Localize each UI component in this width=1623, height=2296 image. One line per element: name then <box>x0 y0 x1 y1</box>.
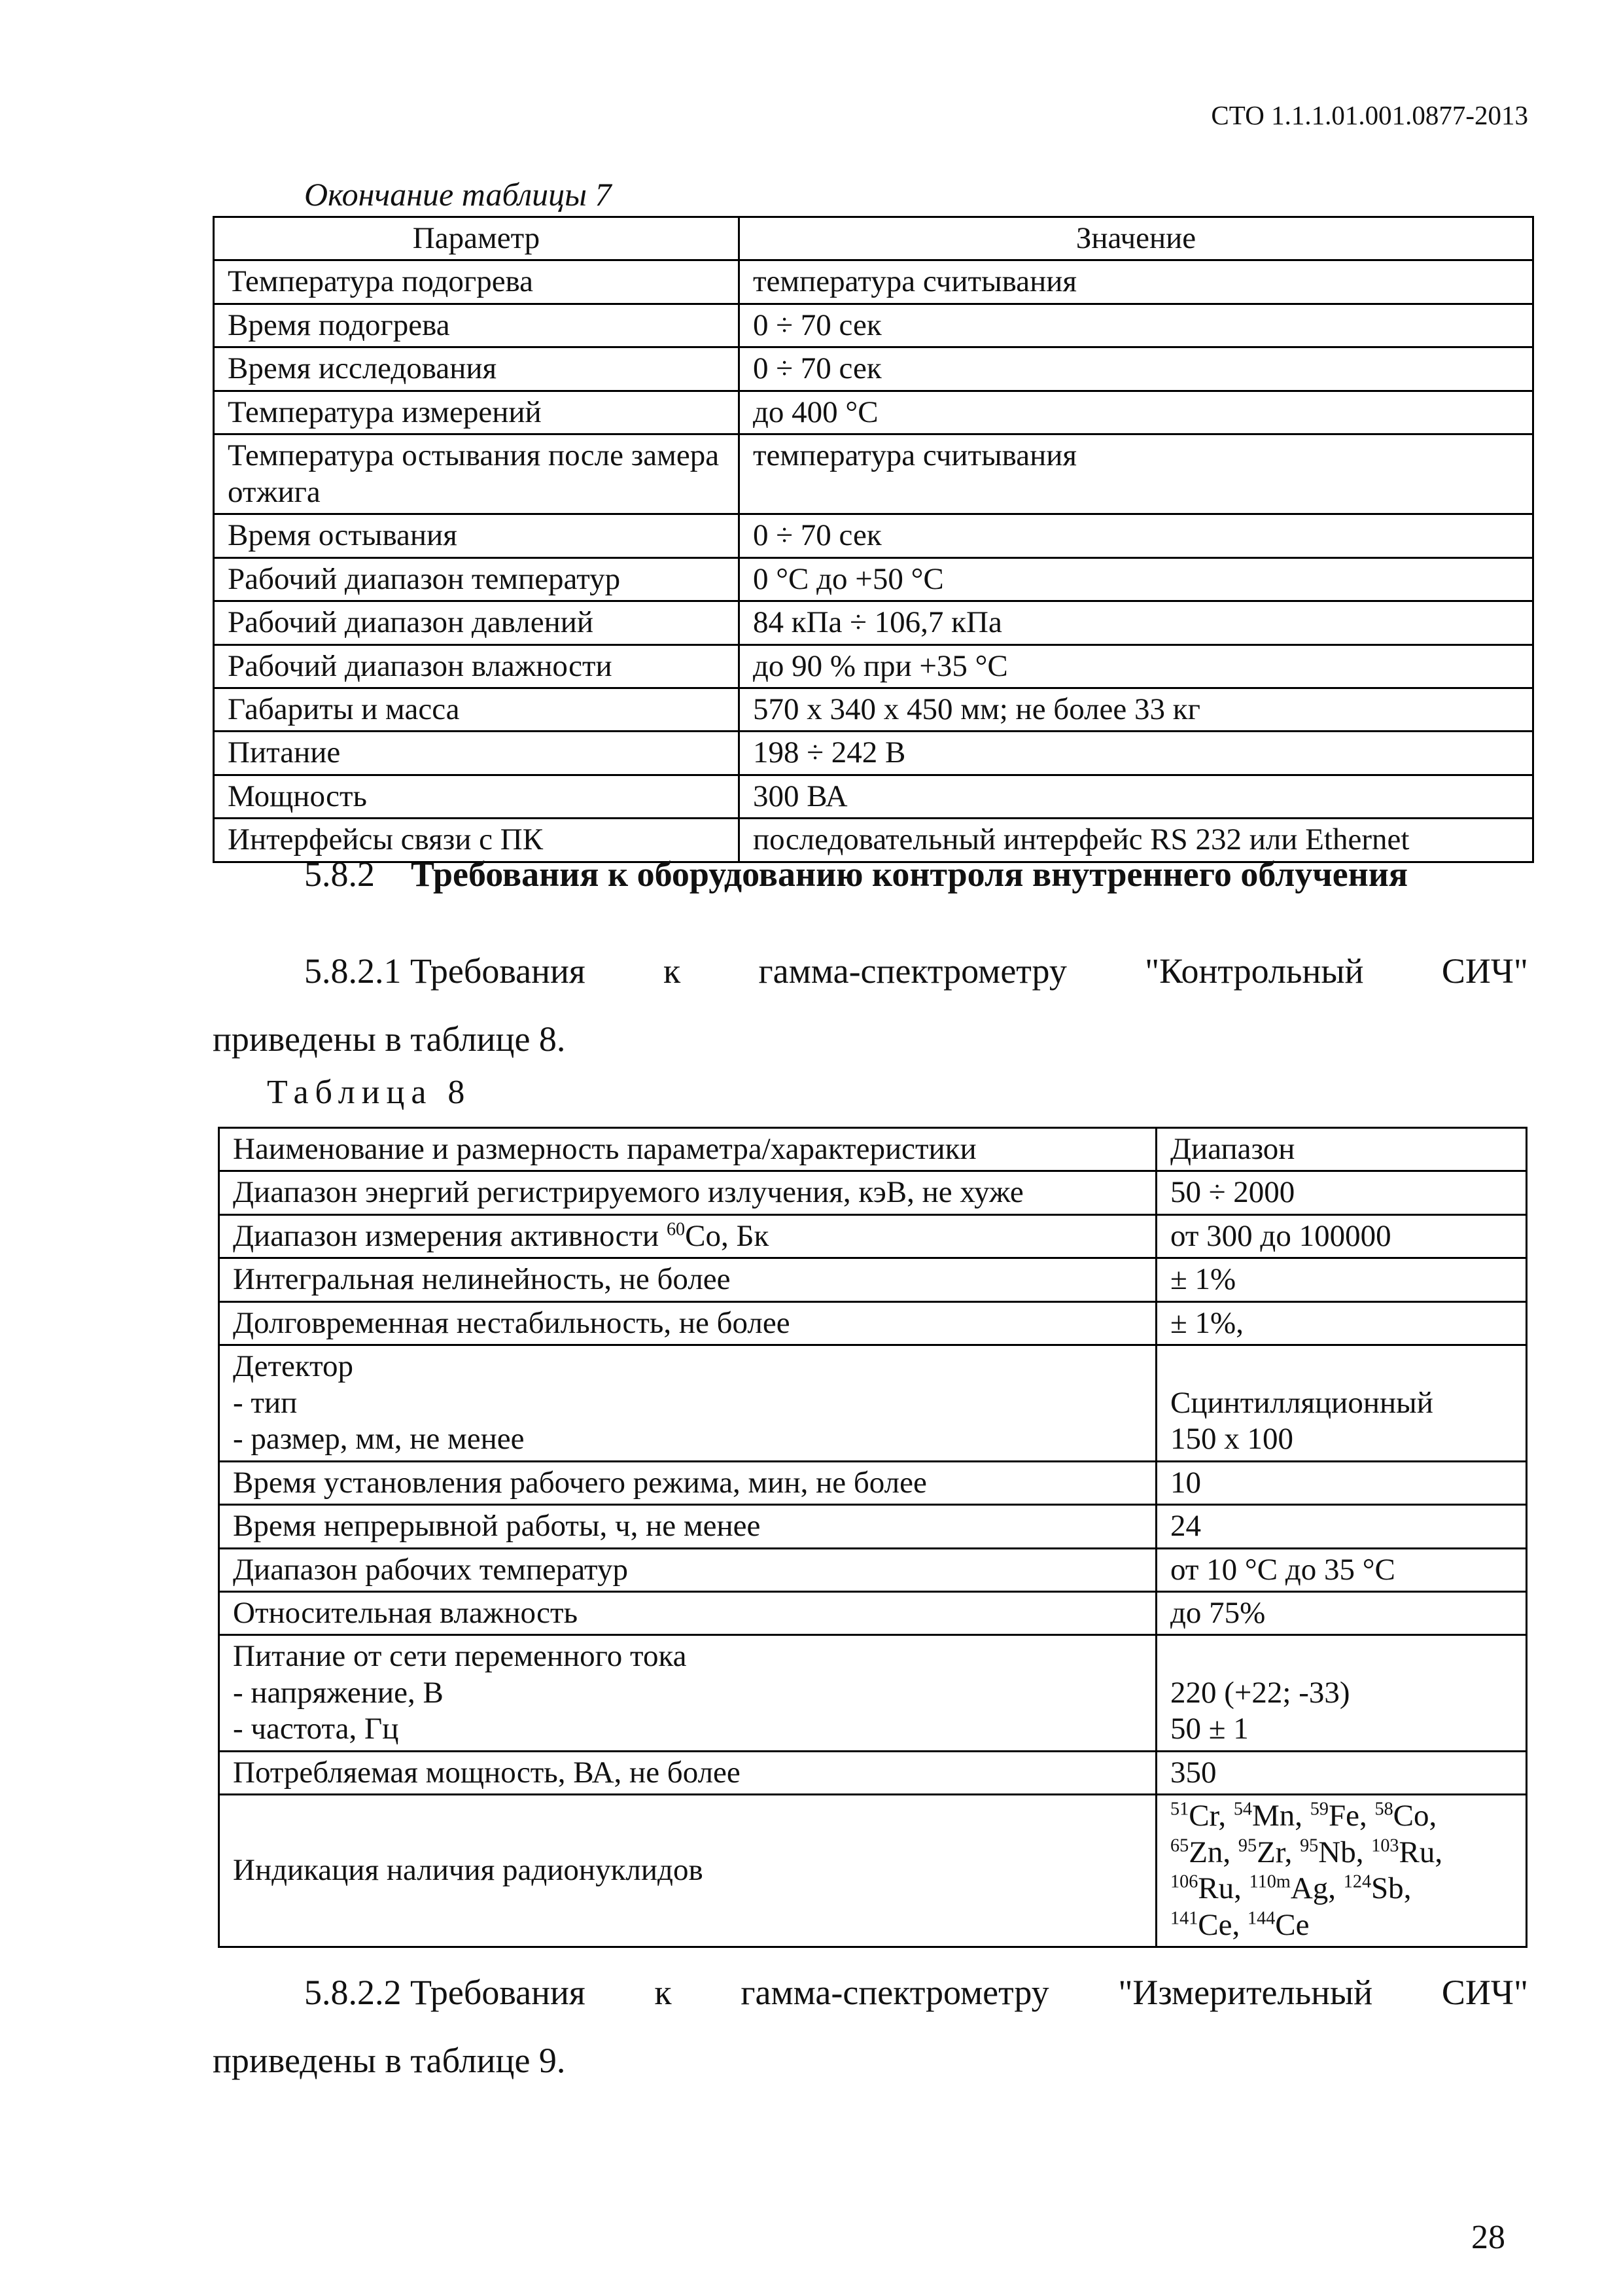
nuclide-separator: , <box>1234 1871 1249 1906</box>
param-cell <box>219 1345 1157 1461</box>
table-row <box>214 347 1533 391</box>
column-header: Диапазон <box>1157 1128 1527 1171</box>
param-cell: Рабочий диапазон влажности <box>214 645 739 688</box>
table-8 <box>218 1127 1527 1948</box>
element-symbol: Ce <box>1275 1907 1310 1942</box>
isotope-mass-number: 106 <box>1170 1871 1198 1892</box>
value-cell: 84 кПа ÷ 106,7 кПа <box>739 601 1533 645</box>
param-cell: Индикация наличия радионуклидов <box>219 1795 1157 1947</box>
column-header: Наименование и размерность параметра/характеристики <box>219 1128 1157 1171</box>
param-cell: Рабочий диапазон давлений <box>214 601 739 645</box>
nuclide-line <box>1170 1871 1512 1907</box>
param-cell: Температура подогрева <box>214 260 739 304</box>
paragraph-first-line <box>213 1958 1528 2026</box>
table-row <box>214 304 1533 347</box>
section-heading <box>304 854 1528 894</box>
isotope-mass-number: 51 <box>1170 1799 1189 1820</box>
isotope-mass-number: 95 <box>1300 1835 1319 1856</box>
param-line: - напряжение, В <box>233 1675 444 1710</box>
nuclide-line <box>1170 1835 1512 1871</box>
table-header-row <box>219 1128 1527 1171</box>
table-row <box>219 1591 1527 1634</box>
element-symbol: Fe <box>1328 1799 1359 1833</box>
value-cell: 300 ВА <box>739 775 1533 818</box>
table-row <box>219 1548 1527 1591</box>
value-cell: 0 ÷ 70 сек <box>739 514 1533 557</box>
value-line: Сцинтилляционный <box>1170 1385 1433 1420</box>
element-symbol: Co <box>1393 1799 1429 1833</box>
table-row <box>219 1751 1527 1794</box>
param-cell: Температура измерений <box>214 391 739 434</box>
table-header-row <box>214 217 1533 260</box>
isotope-mass-number: 110m <box>1249 1871 1291 1892</box>
param-cell: Долговременная нестабильность, не более <box>219 1301 1157 1345</box>
nuclide-separator: , <box>1284 1835 1300 1869</box>
param-cell <box>219 1635 1157 1751</box>
element-symbol: Ru <box>1399 1835 1435 1869</box>
value-line: 150 х 100 <box>1170 1422 1293 1457</box>
table-8-label: Таблица 8 <box>267 1074 472 1111</box>
column-header: Значение <box>739 217 1533 260</box>
paragraph-word: 5.8.2.2 Требования <box>304 1973 585 2012</box>
element-symbol: Sb <box>1371 1871 1404 1906</box>
nuclide-separator: , <box>1435 1835 1443 1869</box>
table-row <box>219 1505 1527 1548</box>
paragraph-word: СИЧ" <box>1441 1973 1528 2012</box>
param-cell: Мощность <box>214 775 739 818</box>
param-line: - частота, Гц <box>233 1712 399 1746</box>
section-number: 5.8.2 <box>304 855 375 894</box>
param-cell: Рабочий диапазон температур <box>214 557 739 601</box>
table-row <box>219 1171 1527 1214</box>
paragraph-5-8-2-1 <box>213 937 1528 1073</box>
paragraph-first-line <box>213 937 1528 1005</box>
element-symbol: Zr <box>1257 1835 1285 1869</box>
value-cell: 50 ÷ 2000 <box>1157 1171 1527 1214</box>
element-symbol: Ag <box>1290 1871 1329 1906</box>
table-row <box>214 732 1533 775</box>
param-cell: Относительная влажность <box>219 1591 1157 1634</box>
value-cell: ± 1%, <box>1157 1301 1527 1345</box>
param-cell: Габариты и масса <box>214 688 739 731</box>
param-cell: Время непрерывной работы, ч, не менее <box>219 1505 1157 1548</box>
isotope-mass-number: 103 <box>1371 1835 1399 1856</box>
param-cell: Время исследования <box>214 347 739 391</box>
isotope-mass-number: 65 <box>1170 1835 1189 1856</box>
param-cell: Интерфейсы связи с ПК <box>214 819 739 862</box>
value-cell <box>1157 1635 1527 1751</box>
nuclide-separator: , <box>1218 1799 1234 1833</box>
param-text: Диапазон измерения активности <box>233 1218 667 1253</box>
table-row <box>214 557 1533 601</box>
paragraph-word: гамма-спектрометру <box>741 1973 1049 2012</box>
value-line-spacer <box>1170 1638 1512 1674</box>
param-cell: Температура остывания после замера отжига <box>214 434 739 514</box>
value-cell: последовательный интерфейс RS 232 или Ethernet <box>739 819 1533 862</box>
param-cell: Диапазон энергий регистрируемого излучения, кэВ, не хуже <box>219 1171 1157 1214</box>
paragraph-word: "Измерительный <box>1118 1973 1373 2012</box>
value-line-spacer <box>1170 1349 1512 1385</box>
table-row <box>219 1635 1527 1751</box>
value-cell <box>1157 1345 1527 1461</box>
paragraph-word: гамма-спектрометру <box>758 951 1067 991</box>
paragraph-word: 5.8.2.1 Требования <box>304 951 585 991</box>
nuclide-separator: , <box>1359 1799 1375 1833</box>
table-row <box>214 601 1533 645</box>
table-row <box>219 1345 1527 1461</box>
table-row <box>214 434 1533 514</box>
element-symbol: Mn <box>1252 1799 1295 1833</box>
value-cell: от 300 до 100000 <box>1157 1214 1527 1258</box>
table-row <box>219 1795 1527 1947</box>
table-row <box>214 775 1533 818</box>
nuclide-line <box>1170 1907 1512 1943</box>
nuclide-separator: , <box>1403 1871 1412 1906</box>
nuclide-separator: , <box>1429 1799 1437 1833</box>
value-cell: 350 <box>1157 1751 1527 1794</box>
value-cell: ± 1% <box>1157 1258 1527 1301</box>
value-cell: до 90 % при +35 °С <box>739 645 1533 688</box>
table-row <box>219 1461 1527 1504</box>
nuclide-separator: , <box>1223 1835 1238 1869</box>
param-cell: Время остывания <box>214 514 739 557</box>
element-symbol: Zn <box>1189 1835 1223 1869</box>
value-cell: 0 ÷ 70 сек <box>739 347 1533 391</box>
section-title: Требования к оборудованию контроля внутреннего облучения <box>411 855 1408 894</box>
value-cell: 10 <box>1157 1461 1527 1504</box>
table-row <box>214 645 1533 688</box>
nuclide-separator: , <box>1328 1871 1344 1906</box>
table-row <box>219 1258 1527 1301</box>
table-row <box>214 514 1533 557</box>
element-symbol: Ru <box>1198 1871 1234 1906</box>
value-cell: 570 х 340 х 450 мм; не более 33 кг <box>739 688 1533 731</box>
param-cell: Время установления рабочего режима, мин, не более <box>219 1461 1157 1504</box>
paragraph-word: к <box>654 1973 672 2012</box>
param-line: - тип <box>233 1385 298 1420</box>
table-row <box>214 260 1533 304</box>
element-symbol: Ce <box>1198 1907 1232 1942</box>
value-cell: температура считывания <box>739 260 1533 304</box>
param-line: Детектор <box>233 1349 354 1384</box>
param-cell: Питание <box>214 732 739 775</box>
value-cell: температура считывания <box>739 434 1533 514</box>
param-cell: Потребляемая мощность, ВА, не более <box>219 1751 1157 1794</box>
nuclide-separator: , <box>1295 1799 1310 1833</box>
value-cell: до 400 °С <box>739 391 1533 434</box>
isotope-mass-number: 58 <box>1374 1799 1393 1820</box>
isotope-mass-number: 59 <box>1310 1799 1329 1820</box>
isotope-mass-number: 95 <box>1238 1835 1257 1856</box>
table-row <box>214 688 1533 731</box>
isotope-mass-number: 54 <box>1233 1799 1252 1820</box>
param-line: Питание от сети переменного тока <box>233 1639 687 1674</box>
document-code: СТО 1.1.1.01.001.0877-2013 <box>1211 100 1528 130</box>
value-cell: 0 °С до +50 °С <box>739 557 1533 601</box>
table-7-caption: Окончание таблицы 7 <box>304 176 612 213</box>
element-symbol: Cr <box>1189 1799 1219 1833</box>
table-7 <box>213 216 1534 863</box>
paragraph-second-line: приведены в таблице 8. <box>213 1019 566 1059</box>
value-cell: от 10 °С до 35 °С <box>1157 1548 1527 1591</box>
isotope-mass-number: 124 <box>1343 1871 1372 1892</box>
column-header: Параметр <box>214 217 739 260</box>
paragraph-word: к <box>663 951 681 991</box>
nuclide-separator: , <box>1355 1835 1372 1869</box>
value-cell: 24 <box>1157 1505 1527 1548</box>
paragraph-second-line: приведены в таблице 9. <box>213 2041 566 2080</box>
isotope-mass-number: 144 <box>1248 1907 1276 1928</box>
value-cell: 0 ÷ 70 сек <box>739 304 1533 347</box>
element-symbol: Nb <box>1318 1835 1356 1869</box>
param-text: Со, Бк <box>685 1218 769 1253</box>
isotope-mass-number: 60 <box>666 1219 686 1240</box>
param-cell: Интегральная нелинейность, не более <box>219 1258 1157 1301</box>
param-cell <box>219 1214 1157 1258</box>
value-cell: 198 ÷ 242 В <box>739 732 1533 775</box>
paragraph-word: "Контрольный <box>1145 951 1364 991</box>
nuclide-list <box>1157 1795 1527 1947</box>
param-cell: Диапазон рабочих температур <box>219 1548 1157 1591</box>
param-cell: Время подогрева <box>214 304 739 347</box>
value-line: 50 ± 1 <box>1170 1712 1249 1746</box>
paragraph-word: СИЧ" <box>1441 951 1528 991</box>
table-row <box>214 391 1533 434</box>
table-row <box>219 1214 1527 1258</box>
nuclide-line <box>1170 1798 1512 1834</box>
param-line: - размер, мм, не менее <box>233 1422 525 1457</box>
table-row <box>219 1301 1527 1345</box>
value-line: 220 (+22; -33) <box>1170 1675 1350 1710</box>
paragraph-5-8-2-2 <box>213 1958 1528 2094</box>
value-cell: до 75% <box>1157 1591 1527 1634</box>
table-7-body <box>214 217 1533 862</box>
page-number: 28 <box>1471 2219 1505 2256</box>
isotope-mass-number: 141 <box>1170 1907 1198 1928</box>
nuclide-separator: , <box>1232 1907 1248 1942</box>
